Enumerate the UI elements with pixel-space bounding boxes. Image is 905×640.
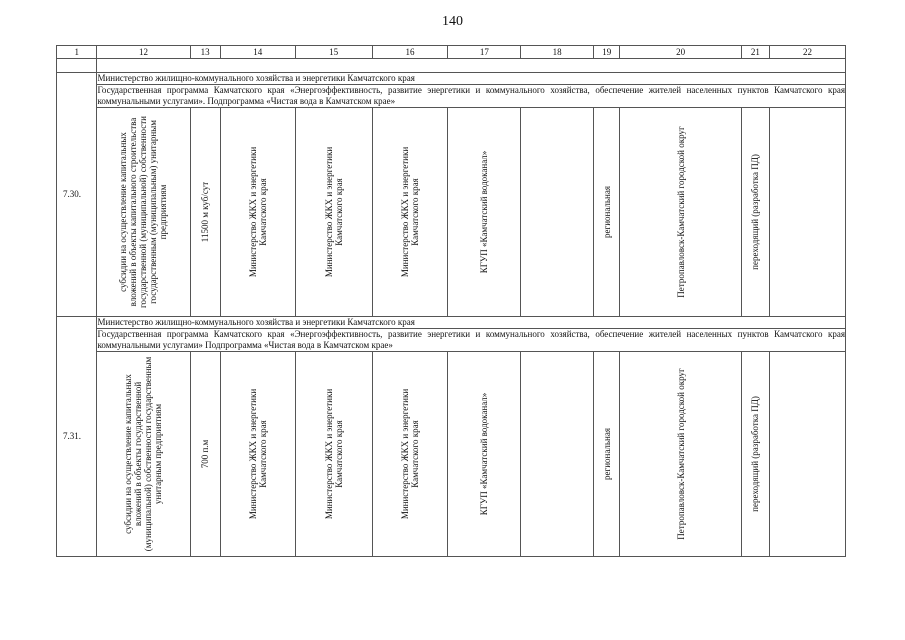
ministry-row: [57, 317, 846, 329]
col-header: 1: [57, 46, 97, 59]
empty-cell: [770, 108, 846, 317]
col-header: 21: [741, 46, 769, 59]
ministry-name: Министерство жилищно-коммунального хозяйства и энергетики Камчатского края: [97, 73, 846, 85]
operator-cell: [448, 352, 521, 557]
column-numbers-row: [57, 46, 846, 59]
empty-cell: [521, 352, 594, 557]
developer: Министерство ЖКХ и энергетики Камчатского края: [323, 388, 344, 520]
program-row: [57, 85, 846, 108]
col-header: 16: [372, 46, 448, 59]
capacity: 11500 м куб/сут: [200, 181, 211, 243]
capacity: 700 п.м: [200, 439, 211, 469]
level-cell: [594, 352, 620, 557]
operator: КГУП «Камчатский водоканал»: [479, 150, 490, 274]
col-header: 22: [770, 46, 846, 59]
municipality: Петропавловск-Камчатский городской округ: [675, 126, 686, 298]
capacity-cell: [190, 108, 220, 317]
status: переходящий (разработка ПД): [750, 154, 761, 270]
funding-type: субсидии на осуществление капитальных вложений в объекты государственной (муниципальной) собственности государственным унитарным предприятиям: [123, 356, 164, 552]
customer-cell: [220, 352, 295, 557]
municipality-cell: [620, 108, 741, 317]
level: региональная: [601, 428, 612, 480]
project-details-row: [57, 352, 846, 557]
status-cell: [741, 352, 769, 557]
row-number: 7.31.: [57, 317, 97, 557]
page-number: 140: [442, 14, 463, 29]
municipality: Петропавловск-Камчатский городской округ: [675, 368, 686, 540]
col-header: 15: [295, 46, 372, 59]
col-header: 17: [448, 46, 521, 59]
col-header: 12: [97, 46, 190, 59]
level: региональная: [601, 186, 612, 238]
developer-cell: [295, 108, 372, 317]
status: переходящий (разработка ПД): [750, 396, 761, 512]
operator: КГУП «Камчатский водоканал»: [479, 392, 490, 516]
empty-cell: [521, 108, 594, 317]
status-cell: [741, 108, 769, 317]
coordinator: Министерство ЖКХ и энергетики Камчатского края: [399, 146, 420, 278]
spacer-row: [57, 59, 846, 73]
col-header: 18: [521, 46, 594, 59]
developer: Министерство ЖКХ и энергетики Камчатского края: [323, 146, 344, 278]
col-header: 19: [594, 46, 620, 59]
col-header: 13: [190, 46, 220, 59]
operator-cell: [448, 108, 521, 317]
municipality-cell: [620, 352, 741, 557]
funding-type-cell: [97, 352, 190, 557]
funding-type-cell: [97, 108, 190, 317]
program-row: [57, 329, 846, 352]
developer-cell: [295, 352, 372, 557]
customer: Министерство ЖКХ и энергетики Камчатского края: [247, 146, 268, 278]
project-details-row: [57, 108, 846, 317]
empty-cell: [770, 352, 846, 557]
customer: Министерство ЖКХ и энергетики Камчатского края: [247, 388, 268, 520]
funding-type: субсидии на осуществление капитальных вложений в объекты капитального строительства государственной (муниципальной) собственности государственным (муниципальным) унитарным предприятиям: [118, 116, 169, 309]
coordinator: Министерство ЖКХ и энергетики Камчатского края: [399, 388, 420, 520]
program-name: Государственная программа Камчатского края «Энергоэффективность, развитие энергетики и коммунального хозяйства, обеспечение жителей населенных пунктов Камчатского края коммунальными услугами» Подпрограмма «Чистая вода в Камчатском крае»: [97, 329, 845, 350]
coordinator-cell: [372, 108, 448, 317]
col-header: 20: [620, 46, 741, 59]
capacity-cell: [190, 352, 220, 557]
ministry-row: [57, 73, 846, 85]
row-number: 7.30.: [57, 73, 97, 317]
level-cell: [594, 108, 620, 317]
customer-cell: [220, 108, 295, 317]
coordinator-cell: [372, 352, 448, 557]
projects-table: [56, 45, 846, 557]
ministry-name: Министерство жилищно-коммунального хозяйства и энергетики Камчатского края: [97, 317, 846, 329]
program-name: Государственная программа Камчатского края «Энергоэффективность, развитие энергетики и коммунального хозяйства, обеспечение жителей населенных пунктов Камчатского края коммунальными услугами». Подпрограмма «Чистая вода в Камчатском крае»: [97, 85, 845, 106]
col-header: 14: [220, 46, 295, 59]
